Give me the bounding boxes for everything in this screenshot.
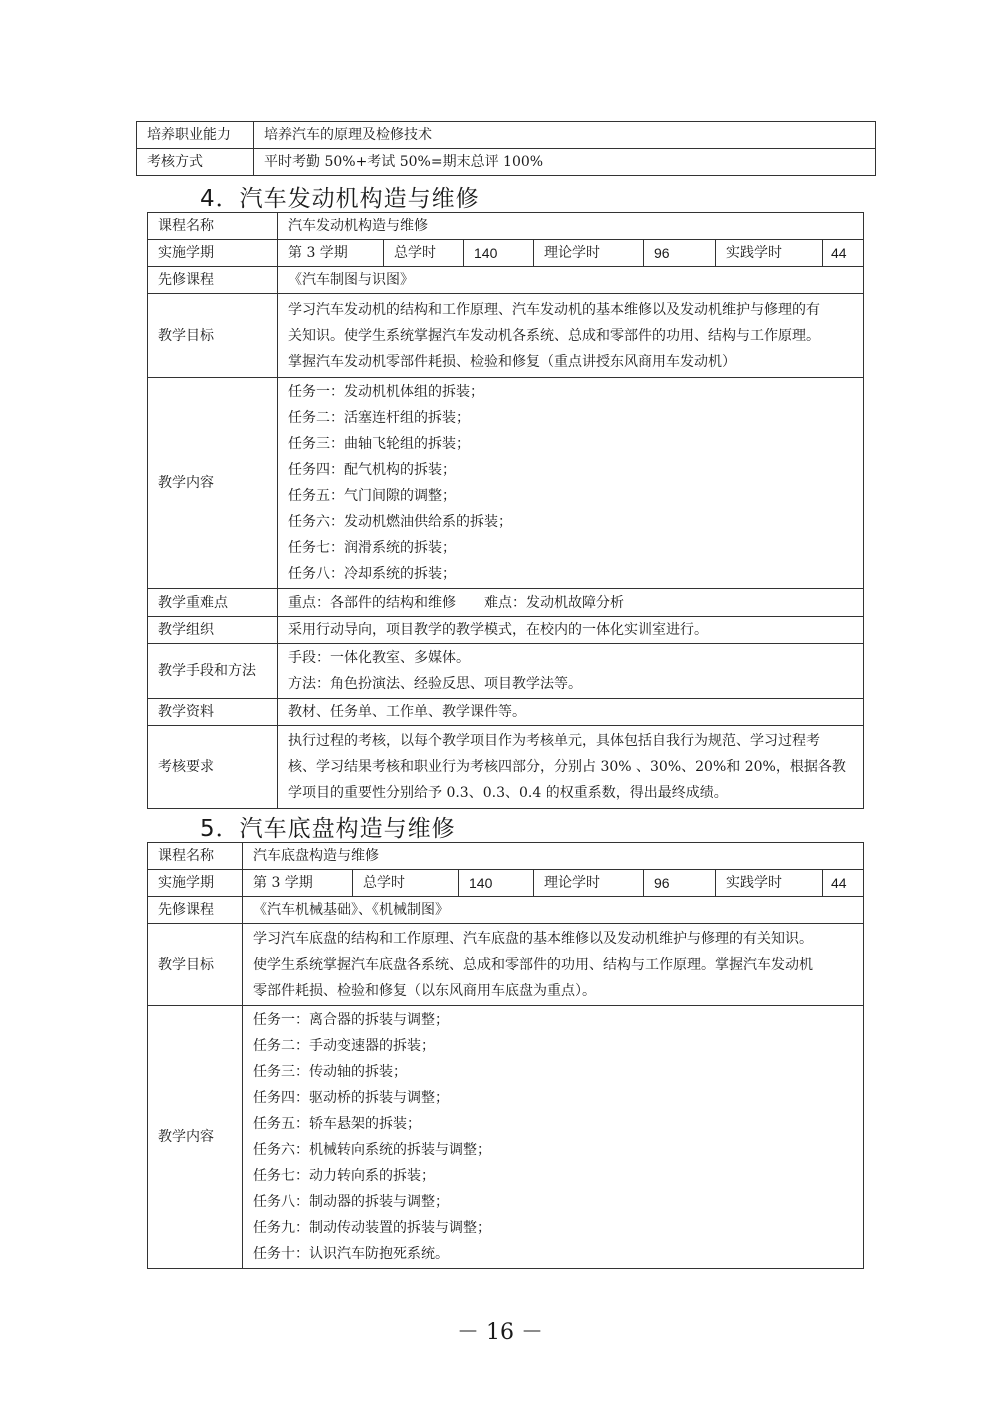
- row-label: 考核方式: [137, 149, 254, 176]
- table-row: [137, 149, 876, 176]
- theory-hours: 96: [644, 240, 716, 267]
- content-label: 教学内容: [148, 1006, 243, 1269]
- practice-hours-label: 实践学时: [716, 240, 823, 267]
- table-row: [148, 726, 864, 809]
- org-label: 教学组织: [148, 617, 278, 644]
- theory-hours: 96: [644, 870, 716, 897]
- list-item: 任务四：驱动桥的拆装与调整；: [253, 1090, 449, 1106]
- table-row: [148, 644, 864, 699]
- row-value: 培养汽车的原理及检修技术: [254, 122, 876, 149]
- assess-line: 执行过程的考核，以每个教学项目作为考核单元，具体包括自我行为规范、学习过程考: [288, 733, 820, 749]
- assess-text: [278, 726, 864, 809]
- course-name-label: 课程名称: [148, 213, 278, 240]
- key-points: 重点：各部件的结构和维修 难点：发动机故障分析: [278, 589, 864, 617]
- list-item: 任务二：活塞连杆组的拆装；: [288, 410, 470, 426]
- list-item: 任务三：传动轴的拆装；: [253, 1064, 407, 1080]
- total-hours-label: 总学时: [353, 870, 459, 897]
- table-row: [148, 240, 864, 267]
- list-item: 任务四：配气机构的拆装；: [288, 462, 456, 478]
- table-row: [148, 870, 864, 897]
- list-item: 任务一：离合器的拆装与调整；: [253, 1012, 449, 1028]
- section-4-table: [147, 212, 864, 809]
- row-label: 培养职业能力: [137, 122, 254, 149]
- list-item: 任务六：发动机燃油供给系的拆装；: [288, 514, 512, 530]
- org-text: 采用行动导向，项目教学的教学模式，在校内的一体化实训室进行。: [278, 617, 864, 644]
- prereq-label: 先修课程: [148, 267, 278, 294]
- goal-line: 零部件耗损、检验和修复（以东风商用车底盘为重点）。: [253, 982, 596, 999]
- table-row: [148, 699, 864, 726]
- course-name: 汽车底盘构造与维修: [243, 843, 864, 870]
- semester: 第 3 学期: [278, 240, 384, 267]
- table-row: [148, 1006, 864, 1269]
- course-name-label: 课程名称: [148, 843, 243, 870]
- practice-hours: 44: [823, 240, 864, 267]
- practice-hours-label: 实践学时: [716, 870, 823, 897]
- goal-label: 教学目标: [148, 294, 278, 378]
- course-name: 汽车发动机构造与维修: [278, 213, 864, 240]
- list-item: 任务九：制动传动装置的拆装与调整；: [253, 1220, 491, 1236]
- content-list: [243, 1006, 864, 1269]
- theory-hours-label: 理论学时: [534, 240, 644, 267]
- table-row: [148, 267, 864, 294]
- total-hours: 140: [459, 870, 534, 897]
- table-row: [148, 294, 864, 378]
- list-item: 任务六：机械转向系统的拆装与调整；: [253, 1142, 491, 1158]
- table-row: [148, 589, 864, 617]
- top-course-table: [136, 121, 876, 176]
- goal-line: 学习汽车发动机的结构和工作原理、汽车发动机的基本维修以及发动机维护与修理的有: [288, 301, 820, 318]
- section-5-table: [147, 842, 864, 1269]
- prereq-label: 先修课程: [148, 897, 243, 924]
- table-row: [148, 897, 864, 924]
- practice-hours: 44: [823, 870, 864, 897]
- method-line: 方法：角色扮演法、经验反思、项目教学法等。: [288, 676, 582, 692]
- list-item: 任务八：冷却系统的拆装；: [288, 566, 456, 582]
- row-value: 平时考勤 50%+考试 50%=期末总评 100%: [254, 149, 876, 176]
- assess-label: 考核要求: [148, 726, 278, 809]
- semester: 第 3 学期: [243, 870, 353, 897]
- table-row: [148, 843, 864, 870]
- list-item: 任务一：发动机机体组的拆装；: [288, 384, 484, 400]
- table-row: [148, 378, 864, 589]
- goal-line: 掌握汽车发动机零部件耗损、检验和修复（重点讲授东风商用车发动机）: [288, 353, 736, 370]
- semester-label: 实施学期: [148, 240, 278, 267]
- list-item: 任务八：制动器的拆装与调整；: [253, 1194, 449, 1210]
- goal-line: 使学生系统掌握汽车底盘各系统、总成和零部件的功用、结构与工作原理。掌握汽车发动机: [253, 956, 813, 973]
- material-text: 教材、任务单、工作单、教学课件等。: [278, 699, 864, 726]
- content-label: 教学内容: [148, 378, 278, 589]
- section-5-heading: 5．汽车底盘构造与维修: [200, 816, 456, 842]
- goal-text: [243, 924, 864, 1006]
- list-item: 任务七：动力转向系的拆装；: [253, 1168, 435, 1184]
- list-item: 任务十：认识汽车防抱死系统。: [253, 1246, 449, 1262]
- method-text: [278, 644, 864, 699]
- method-label: 教学手段和方法: [148, 644, 278, 699]
- total-hours-label: 总学时: [384, 240, 464, 267]
- list-item: 任务二：手动变速器的拆装；: [253, 1038, 435, 1054]
- table-row: [137, 122, 876, 149]
- assess-line: 学项目的重要性分别给予 0.3、0.3、0.4 的权重系数，得出最终成绩。: [288, 785, 728, 801]
- table-row: [148, 924, 864, 1006]
- goal-label: 教学目标: [148, 924, 243, 1006]
- goal-line: 学习汽车底盘的结构和工作原理、汽车底盘的基本维修以及发动机维护与修理的有关知识。: [253, 930, 813, 947]
- list-item: 任务五：轿车悬架的拆装；: [253, 1116, 421, 1132]
- list-item: 任务七：润滑系统的拆装；: [288, 540, 456, 556]
- goal-text: [278, 294, 864, 378]
- section-4-heading: 4．汽车发动机构造与维修: [200, 186, 480, 212]
- method-line: 手段：一体化教室、多媒体。: [288, 650, 470, 666]
- prereq: 《汽车制图与识图》: [278, 267, 864, 294]
- list-item: 任务三：曲轴飞轮组的拆装；: [288, 436, 470, 452]
- assess-line: 核、学习结果考核和职业行为考核四部分，分别占 30% 、30%、20%和 20%，根据各教: [288, 759, 846, 775]
- table-row: [148, 213, 864, 240]
- page-number: － 16 －: [457, 1320, 543, 1345]
- key-label: 教学重难点: [148, 589, 278, 617]
- semester-label: 实施学期: [148, 870, 243, 897]
- material-label: 教学资料: [148, 699, 278, 726]
- content-list: [278, 378, 864, 589]
- goal-line: 关知识。使学生系统掌握汽车发动机各系统、总成和零部件的功用、结构与工作原理。: [288, 327, 820, 344]
- theory-hours-label: 理论学时: [534, 870, 644, 897]
- list-item: 任务五：气门间隙的调整；: [288, 488, 456, 504]
- prereq: 《汽车机械基础》、《机械制图》: [243, 897, 864, 924]
- table-row: [148, 617, 864, 644]
- total-hours: 140: [464, 240, 534, 267]
